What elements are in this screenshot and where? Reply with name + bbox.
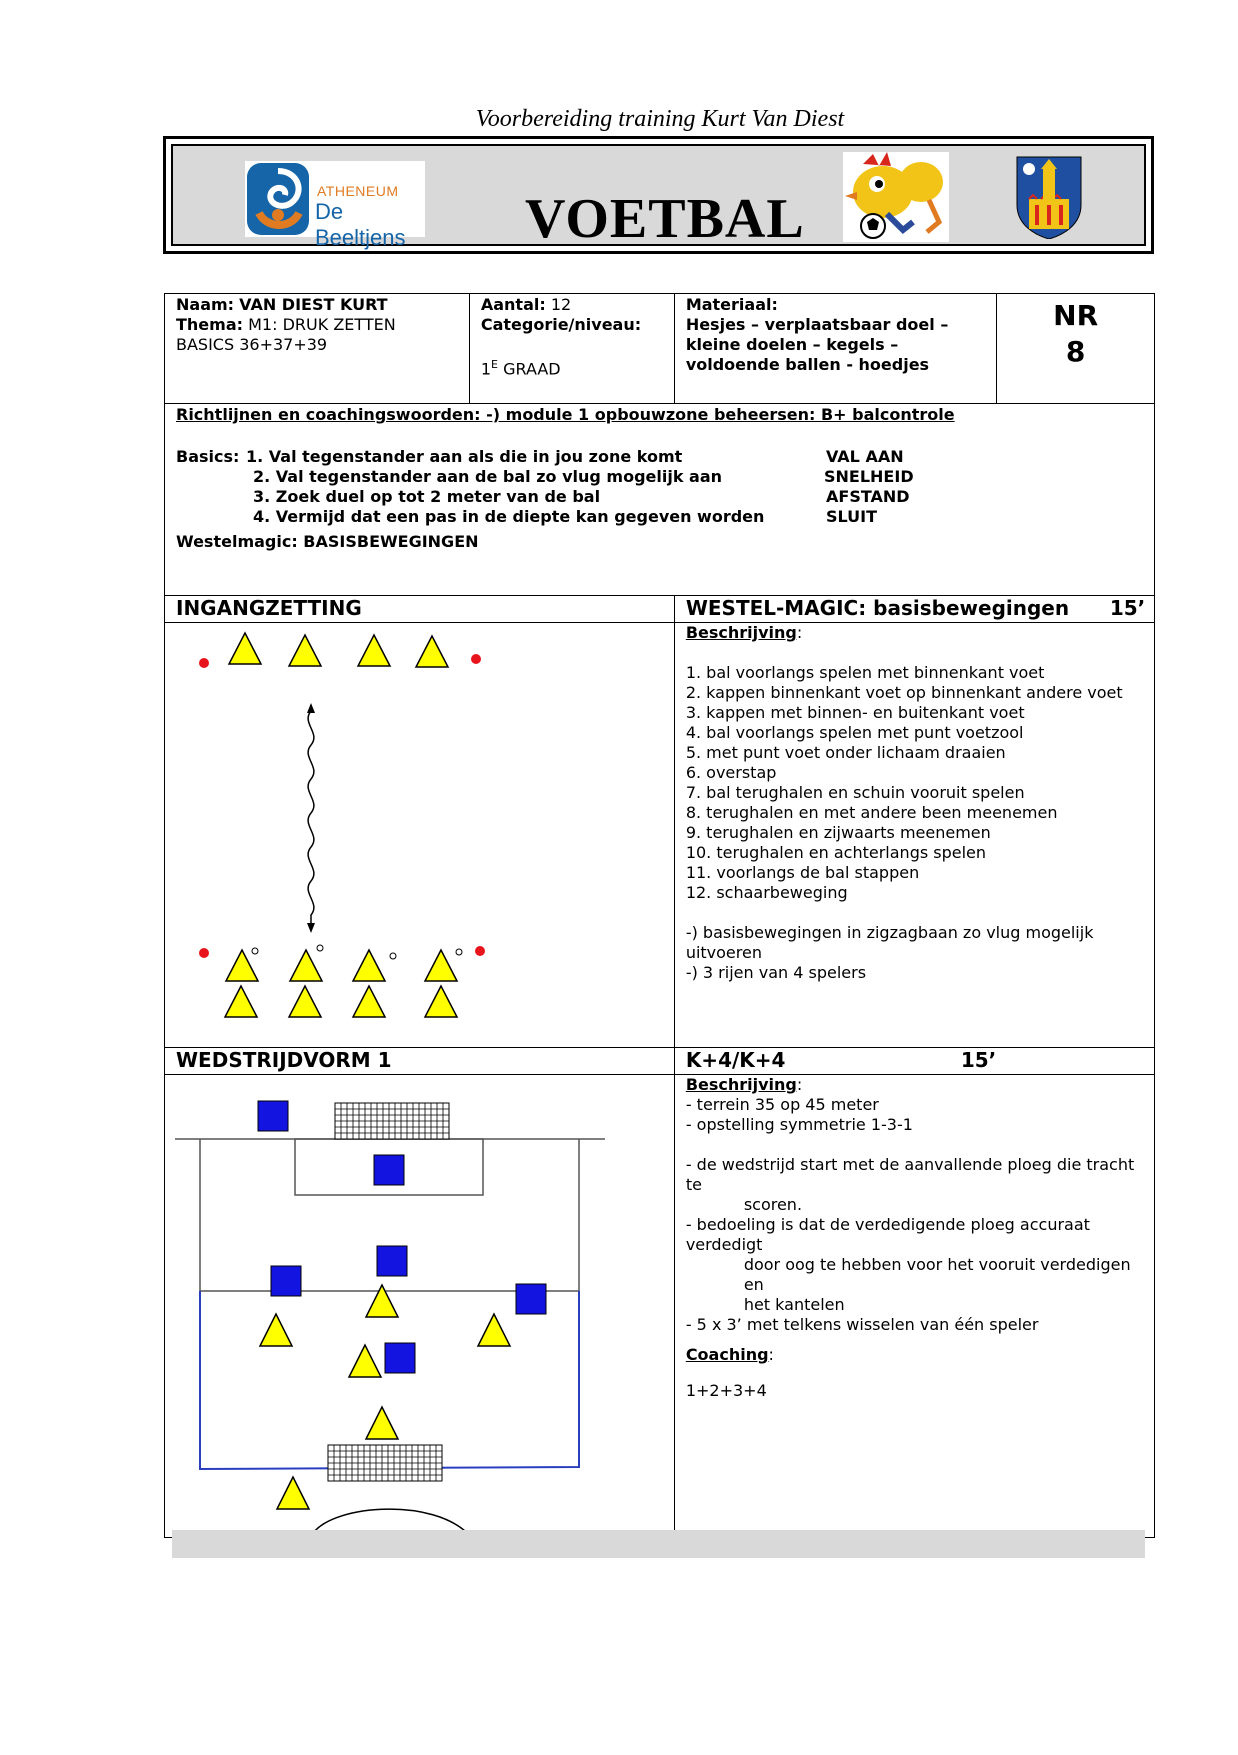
training-sheet-table: Naam: VAN DIEST KURT Thema: M1: DRUK ZETTEN BASICS 36+37+39 Aantal: 12 Categorie/niveau: $1^E$ GRAAD Materiaal: Hesjes – verplaatsbaar doel – kleine doelen – kegels – voldoende ballen - hoedjes NR 8 Richtlijnen en coachingswoorden: -) module 1 opbouwzone beheersen: B+ balcontrole Basics: 1. Val tegenstander aan als die in jou zone komt VAL AAN 2. Val tegenstander aan de bal zo vlug mogelijk aan SNELHEID 3. Zoek duel op tot 2 meter van de bal AFSTAND 4. Vermijd dat een pas in de diepte kan gegeven worden SLUIT Westelmagic: BASISBEWEGINGEN INGANGZETTING WESTEL-MAGIC: basisbewegingen 15’ Beschrijving: 1. bal voorlangs spelen met binnenkant voet 2. kappen binnenkant voet op binnenkant andere voet 3. kappen met binnen- en buitenkant voet 4. bal voorlangs spelen met punt voetzool 5. met punt voet onder lichaam draaien 6. overstap 7. bal terughalen en schuin vooruit spelen 8. terughalen en met andere been meenemen 9. terughalen en zijwaarts meenemen 10. terughalen en achterlangs spelen 11. voorlangs de bal stappen 12. schaarbeweging -) basisbewegingen in zigzagbaan zo vlug mogelijk uitvoeren -) 3 rijen van 4 spelers WEDSTRIJDVORM 1 K+4/K+4 15’ Beschrijving: - terrein 35 op 45 meter - opstelling symmetrie 1-3-1 - de wedstrijd start met de aanvallende ploeg die tracht te scoren. - bedoeling is dat de verdedigende ploeg accuraat verdedigt door oog te hebben voor het vooruit verdedigen en het kantelen - 5 x 3’ met telkens wisselen van één speler Coaching: 1+2+3+4: [164, 293, 1155, 1538]
graad-value: $1^E$ GRAAD: [480, 358, 561, 379]
yellow-player: [478, 1314, 510, 1346]
page-title: VOETBAL: [525, 188, 805, 250]
cone: [229, 633, 261, 664]
cone: [353, 986, 385, 1017]
section1-desc-label: Beschrijving: [685, 623, 797, 642]
basic-keyword: VAL AAN: [826, 447, 904, 466]
blue-player: [516, 1284, 546, 1314]
cone: [225, 986, 257, 1017]
materiaal-line: kleine doelen – kegels –: [685, 335, 899, 354]
wedstrijdvorm-field-diagram: [165, 1075, 619, 1537]
categorie-label: Categorie/niveau:: [480, 315, 642, 334]
ball: [456, 949, 462, 955]
city-coat-of-arms-logo: [1013, 155, 1085, 239]
exercise-item: 12. schaarbeweging: [685, 883, 848, 902]
section2-time: 15’: [960, 1048, 997, 1072]
arrow-up-icon: [307, 703, 315, 713]
aantal-value: 12: [550, 295, 572, 314]
description-line: - opstelling symmetrie 1-3-1: [685, 1115, 913, 1134]
marker-dot: [199, 948, 209, 958]
exercise-item: 2. kappen binnenkant voet op binnenkant andere voet: [685, 683, 1123, 702]
cone: [290, 950, 322, 981]
basics-list: Basics: 1. Val tegenstander aan als die in jou zone komt VAL AAN 2. Val tegenstander aan de bal zo vlug mogelijk aan SNELHEID 3. Zoek duel op tot 2 meter van de bal AFSTAND 4. Vermijd dat een pas in de diepte kan gegeven worden SLUIT Westelmagic: BASISBEWEGINGEN: [176, 447, 1143, 552]
section2-desc-label: Beschrijving: [685, 1075, 797, 1094]
section2-left-title: WEDSTRIJDVORM 1: [176, 1048, 392, 1072]
exercise-item: 8. terughalen en met andere been meenemen: [685, 803, 1058, 822]
marker-dot: [199, 658, 209, 668]
naam-value: VAN DIEST KURT: [239, 295, 388, 314]
cone: [358, 635, 390, 666]
exercise-note: -) 3 rijen van 4 spelers: [685, 963, 867, 982]
blue-player: [258, 1101, 288, 1131]
description-paragraph: - bedoeling is dat de verdedigende ploeg accuraat verdedigt door oog te hebben voor het vooruit verdedigen en het kantelen: [685, 1215, 1131, 1314]
description-line: - terrein 35 op 45 meter: [685, 1095, 879, 1114]
basic-keyword: SLUIT: [826, 507, 878, 526]
marker-dot: [475, 946, 485, 956]
cone: [425, 950, 457, 981]
cone: [226, 950, 258, 981]
exercise-item: 10. terughalen en achterlangs spelen: [685, 843, 987, 862]
basics-value: BASICS 36+37+39: [176, 335, 328, 354]
rooster-mascot-logo: [843, 152, 949, 242]
exercise-item: 5. met punt voet onder lichaam draaien: [685, 743, 1006, 762]
nr-label: NR: [1053, 299, 1099, 332]
cone: [353, 950, 385, 981]
exercise-item: 4. bal voorlangs spelen met punt voetzool: [685, 723, 1024, 742]
section1-right-title: WESTEL-MAGIC: basisbewegingen: [685, 596, 1070, 620]
coaching-label: Coaching: [685, 1345, 769, 1364]
coaching-value: 1+2+3+4: [685, 1381, 767, 1400]
thema-value: M1: DRUK ZETTEN: [248, 315, 396, 334]
zigzag-path: [308, 711, 314, 927]
yellow-player: [349, 1345, 381, 1377]
footer-shadow-bar: [172, 1530, 1145, 1558]
section1-time: 15’: [1109, 596, 1146, 620]
cone: [289, 986, 321, 1017]
blue-player: [271, 1266, 301, 1296]
basic-keyword: AFSTAND: [826, 487, 910, 506]
exercise-note: -) basisbewegingen in zigzagbaan zo vlug mogelijk uitvoeren: [685, 923, 1094, 962]
blue-player: [377, 1246, 407, 1276]
cone: [416, 636, 448, 667]
description-paragraph: - 5 x 3’ met telkens wisselen van één speler: [685, 1315, 1039, 1334]
guidelines-heading: Richtlijnen en coachingswoorden: -) module 1 opbouwzone beheersen: B+ balcontrole: [176, 405, 955, 424]
basic-item: 2. Val tegenstander aan de bal zo vlug mogelijk aan: [253, 467, 723, 486]
header-banner: [163, 136, 1154, 254]
blue-player: [374, 1155, 404, 1185]
materiaal-label: Materiaal:: [685, 295, 778, 314]
materiaal-line: voldoende ballen - hoedjes: [685, 355, 930, 374]
section2-right-title: K+4/K+4: [685, 1048, 786, 1072]
exercise-item: 11. voorlangs de bal stappen: [685, 863, 920, 882]
blue-player: [385, 1343, 415, 1373]
ball: [252, 948, 258, 954]
description-paragraph: - de wedstrijd start met de aanvallende ploeg die tracht te scoren.: [685, 1155, 1135, 1214]
ball: [390, 953, 396, 959]
cone: [289, 635, 321, 666]
goal-net-top: [335, 1103, 449, 1139]
section1-left-title: INGANGZETTING: [176, 596, 362, 620]
basic-item: 3. Zoek duel op tot 2 meter van de bal: [253, 487, 601, 506]
yellow-player: [366, 1285, 398, 1317]
school-logo: ATHENEUM De Beeltjens: [245, 161, 425, 237]
document-subtitle: Voorbereiding training Kurt Van Diest: [475, 106, 845, 132]
basic-item: 4. Vermijd dat een pas in de diepte kan gegeven worden: [253, 507, 765, 526]
ingangzetting-diagram: [165, 623, 619, 1047]
exercise-item: 7. bal terughalen en schuin vooruit spelen: [685, 783, 1025, 802]
basic-item: 1. Val tegenstander aan als die in jou zone komt: [246, 447, 683, 466]
yellow-player: [260, 1314, 292, 1346]
nr-value: 8: [1065, 335, 1086, 368]
exercise-item: 1. bal voorlangs spelen met binnenkant voet: [685, 663, 1045, 682]
yellow-player: [277, 1477, 309, 1509]
marker-dot: [471, 654, 481, 664]
materiaal-line: Hesjes – verplaatsbaar doel –: [685, 315, 949, 334]
westelmagic-line: Westelmagic: BASISBEWEGINGEN: [176, 532, 479, 551]
exercise-item: 6. overstap: [685, 763, 777, 782]
exercise-item: 9. terughalen en zijwaarts meenemen: [685, 823, 991, 842]
yellow-player: [366, 1407, 398, 1439]
exercise-item: 3. kappen met binnen- en buitenkant voet: [685, 703, 1025, 722]
ball: [317, 945, 323, 951]
basic-keyword: SNELHEID: [824, 467, 914, 486]
cone: [425, 986, 457, 1017]
arrow-down-icon: [307, 923, 315, 933]
goal-net-bottom: [328, 1445, 442, 1481]
